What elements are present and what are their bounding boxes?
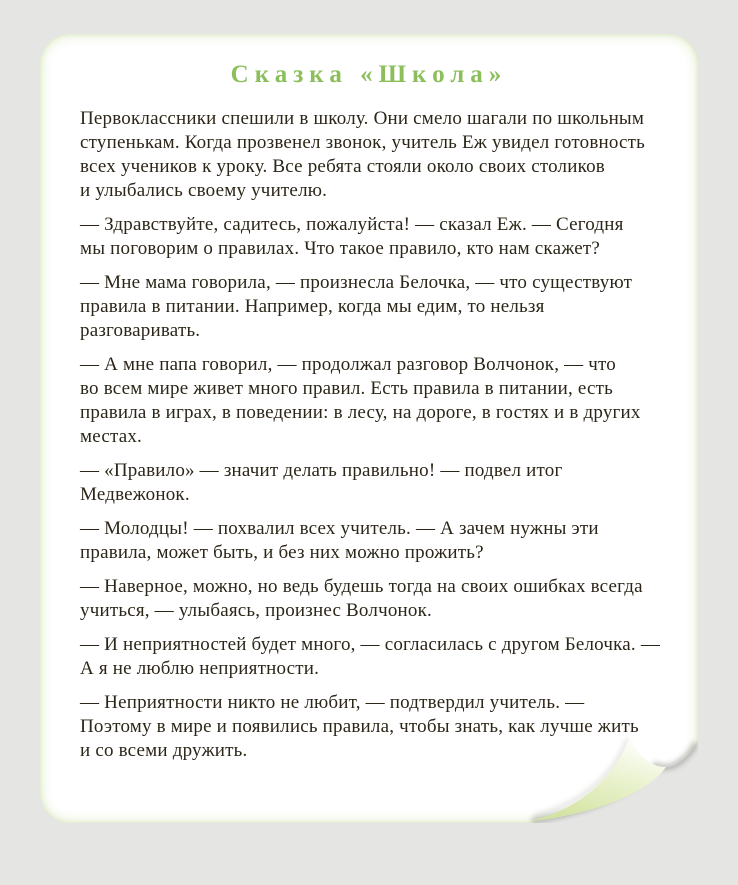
story-paragraph	[80, 459, 660, 507]
story-line: — И неприятностей будет много, — согласилась с другом Белочка. —	[80, 634, 661, 655]
story-line: — Мне мама говорила, — произнесла Белочка, — что существуют	[80, 272, 633, 293]
story-line: учиться, — улыбаясь, произнес Волчонок.	[80, 600, 432, 621]
story-paragraph	[80, 353, 660, 449]
story-line: ступенькам. Когда прозвенел звонок, учитель Еж увидел готовность	[80, 132, 646, 153]
story-card	[40, 34, 698, 823]
story-paragraph	[80, 271, 660, 343]
story-line: мы поговорим о правилах. Что такое правило, кто нам скажет?	[80, 238, 601, 259]
story-line: Медвежонок.	[80, 484, 190, 505]
story-line: — «Правило» — значит делать правильно! — подвел итог	[80, 460, 563, 481]
story-line: и улыбались своему учителю.	[80, 180, 328, 201]
story-line: местах.	[80, 426, 142, 447]
story-line: правила в играх, в поведении: в лесу, на дороге, в гостях и в других	[80, 402, 641, 423]
story-paragraph	[80, 517, 660, 565]
story-paragraph	[80, 107, 660, 203]
page-curl-decoration	[518, 713, 698, 823]
story-line: — Молодцы! — похвалил всех учитель. — А зачем нужны эти	[80, 518, 599, 539]
story-line: Поэтому в мире и появились правила, чтобы знать, как лучше жить	[80, 716, 639, 737]
story-paragraph	[80, 575, 660, 623]
story-paragraph	[80, 633, 660, 681]
story-line: правила в питании. Например, когда мы едим, то нельзя	[80, 296, 545, 317]
story-line: во всем мире живет много правил. Есть правила в питании, есть	[80, 378, 614, 399]
story-line: — А мне папа говорил, — продолжал разговор Волчонок, — что	[80, 354, 617, 375]
story-line: всех учеников к уроку. Все ребята стояли около своих столиков	[80, 156, 605, 177]
story-line: правила, может быть, и без них можно прожить?	[80, 542, 484, 563]
story-line: — Неприятности никто не любит, — подтвердил учитель. —	[80, 692, 585, 713]
story-title: Сказка «Школа»	[230, 61, 508, 88]
story-line: — Наверное, можно, но ведь будешь тогда на своих ошибках всегда	[80, 576, 643, 597]
story-line: — Здравствуйте, садитесь, пожалуйста! — сказал Еж. — Сегодня	[80, 214, 624, 235]
story-line: А я не люблю неприятности.	[80, 658, 320, 679]
story-line: Первоклассники спешили в школу. Они смело шагали по школьным	[80, 108, 645, 129]
story-line: и со всеми дружить.	[80, 740, 248, 761]
story-paragraph	[80, 213, 660, 261]
story-body	[40, 107, 698, 763]
story-line: разговаривать.	[80, 320, 201, 341]
